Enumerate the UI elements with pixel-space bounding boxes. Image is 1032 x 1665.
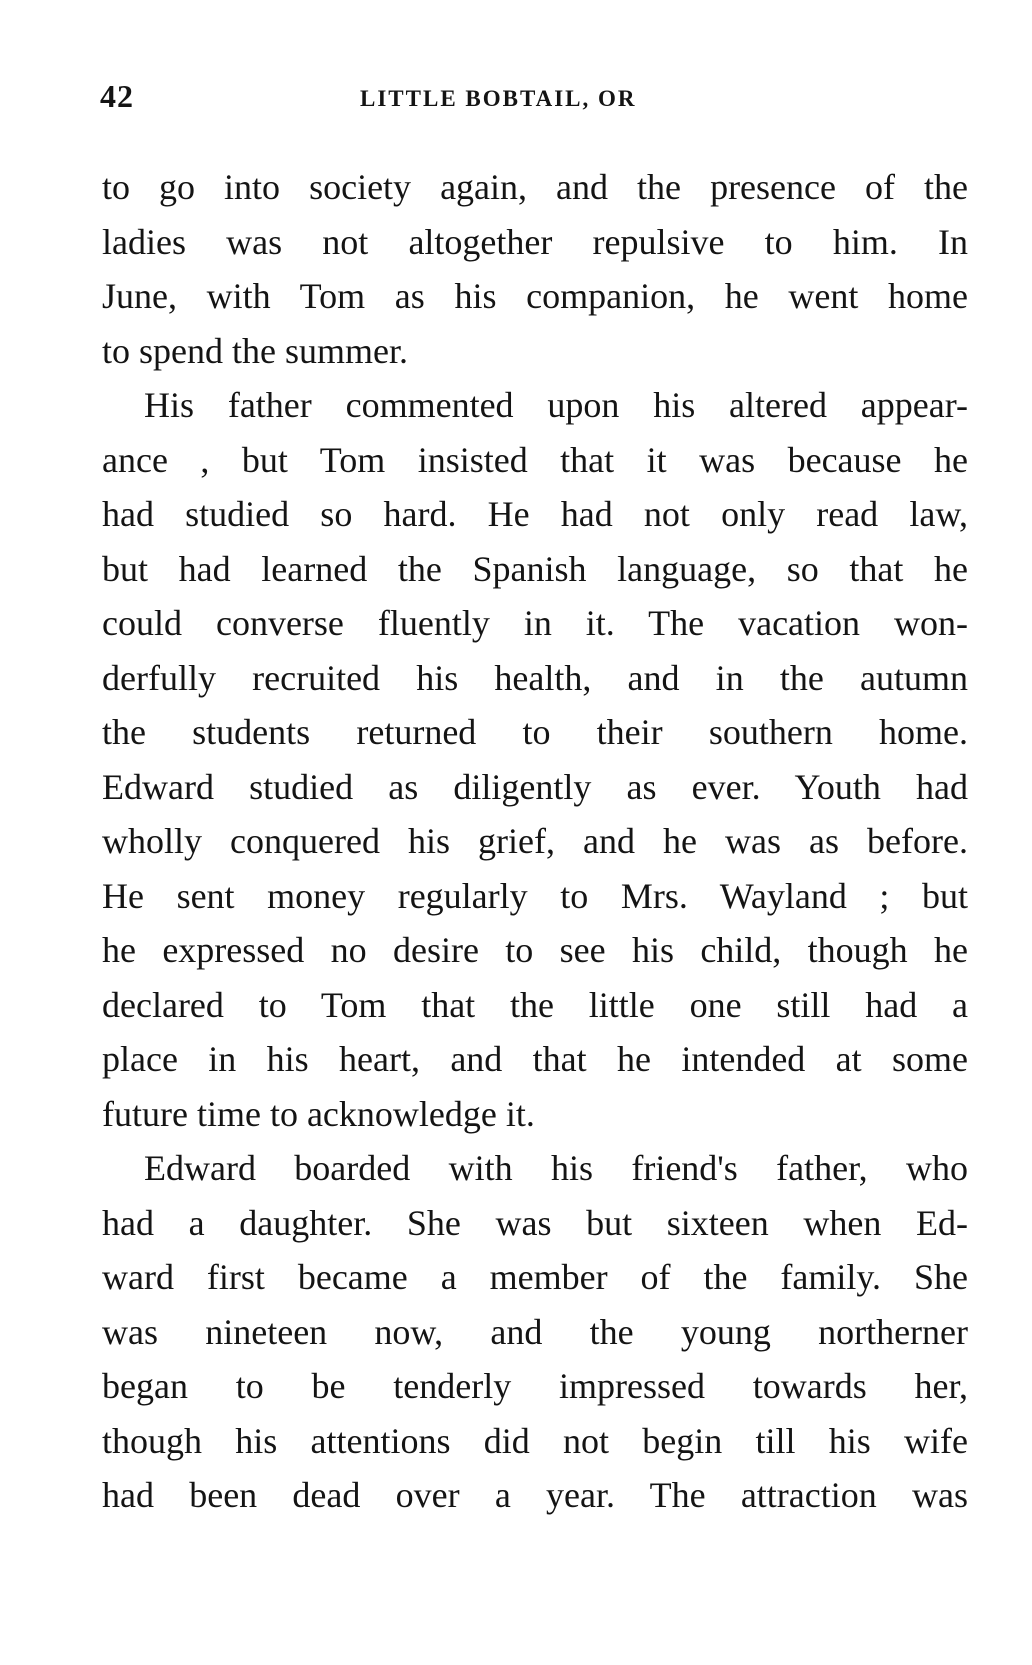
- paragraph: [102, 1141, 968, 1523]
- running-title: LITTLE BOBTAIL, OR: [360, 86, 637, 111]
- text-line: ward first became a member of the family. She: [102, 1257, 968, 1297]
- text-line: had been dead over a year. The attraction was: [102, 1475, 968, 1515]
- text-line: could converse fluently in it. The vacation won-: [102, 603, 968, 643]
- text-line: He sent money regularly to Mrs. Wayland ; but: [102, 875, 968, 916]
- paragraph: [102, 378, 968, 1141]
- text-line: wholly conquered his grief, and he was as before.: [102, 821, 968, 861]
- text-line: place in his heart, and that he intended at some: [102, 1039, 968, 1079]
- body-text: [102, 160, 968, 1523]
- text-line: had a daughter. She was but sixteen when Ed-: [102, 1202, 968, 1243]
- text-line: but had learned the Spanish language, so that he: [102, 548, 968, 589]
- text-line: though his attentions did not begin till his wife: [102, 1420, 968, 1461]
- text-line: Edward boarded with his friend's father, who: [144, 1148, 968, 1188]
- text-line: to go into society again, and the presence of the: [102, 167, 968, 207]
- text-line: had studied so hard. He had not only read law,: [102, 494, 968, 534]
- text-line: June, with Tom as his companion, he went home: [102, 276, 968, 316]
- text-line: His father commented upon his altered appear-: [144, 385, 968, 425]
- text-line: ance , but Tom insisted that it was because he: [102, 439, 968, 480]
- text-line: to spend the summer.: [102, 330, 408, 371]
- text-line: began to be tenderly impressed towards her,: [102, 1366, 968, 1406]
- text-line: was nineteen now, and the young northerner: [102, 1311, 968, 1352]
- text-line: declared to Tom that the little one still had a: [102, 984, 968, 1025]
- paragraph: [102, 160, 968, 378]
- text-line: future time to acknowledge it.: [102, 1093, 535, 1134]
- page-number: 42: [100, 78, 134, 114]
- text-line: derfully recruited his health, and in the autumn: [102, 657, 968, 698]
- text-line: he expressed no desire to see his child, though he: [102, 930, 968, 970]
- running-head: [100, 78, 970, 118]
- text-line: Edward studied as diligently as ever. Youth had: [102, 766, 968, 807]
- text-line: ladies was not altogether repulsive to him. In: [102, 221, 968, 262]
- text-line: the students returned to their southern home.: [102, 712, 968, 752]
